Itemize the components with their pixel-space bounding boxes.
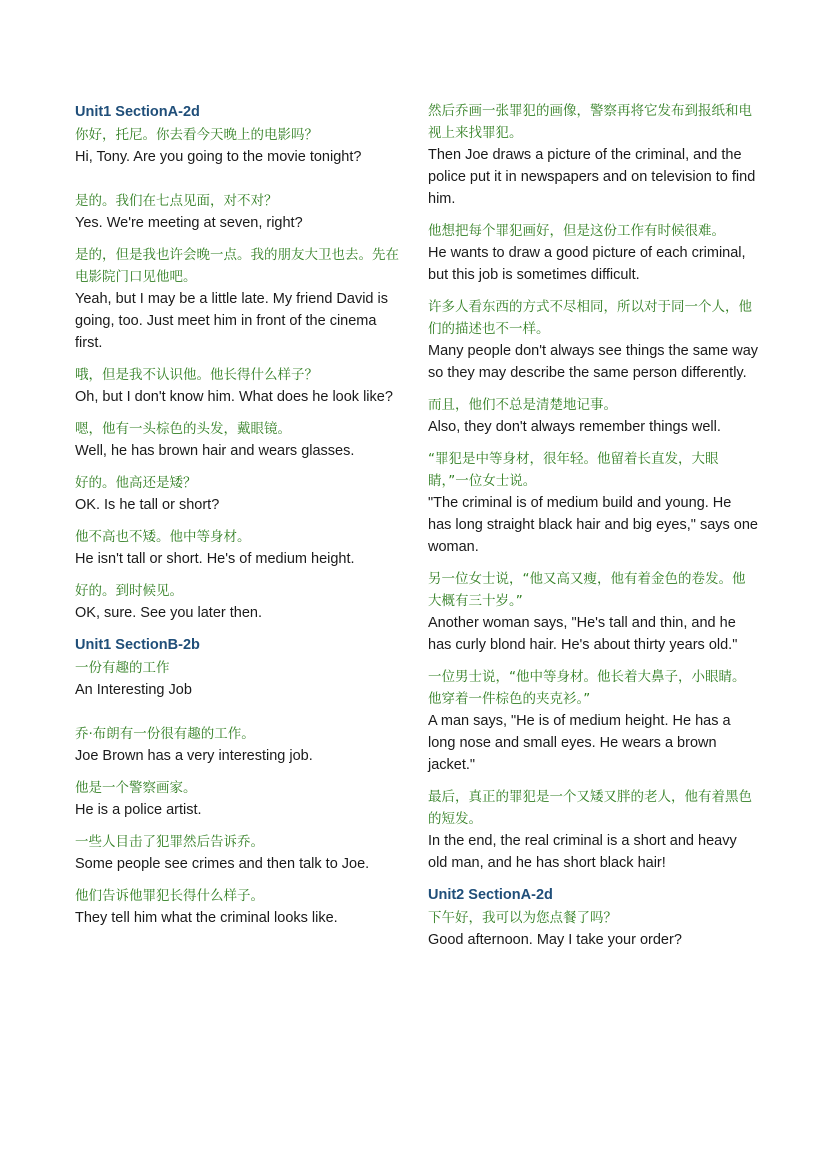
chinese-line: 而且，他们不总是清楚地记事。 <box>428 397 617 413</box>
text-block <box>428 786 758 874</box>
english-line: Another woman says, "He's tall and thin, and he has curly blond hair. He's about thirty years old." <box>428 615 738 653</box>
text-block <box>428 296 758 384</box>
text-block <box>428 100 758 210</box>
english-line: An Interesting Job <box>75 682 192 698</box>
chinese-line: 他不高也不矮。他中等身材。 <box>75 529 251 545</box>
english-line: Well, he has brown hair and wears glasses. <box>75 443 355 459</box>
section-heading-unit1-a2d: Unit1 SectionA-2d <box>75 104 200 120</box>
dialogue-block <box>75 244 405 354</box>
english-line: Hi, Tony. Are you going to the movie tonight? <box>75 149 362 165</box>
english-line: OK, sure. See you later then. <box>75 605 262 621</box>
text-block <box>75 657 405 701</box>
chinese-line: 他们告诉他罪犯长得什么样子。 <box>75 888 264 904</box>
text-block <box>428 448 758 558</box>
section-heading-unit1-b2b: Unit1 SectionB-2b <box>75 637 200 653</box>
english-line: Yes. We're meeting at seven, right? <box>75 215 303 231</box>
chinese-line: 下午好，我可以为您点餐了吗？ <box>428 910 617 926</box>
chinese-line: 一份有趣的工作 <box>75 660 170 676</box>
english-line: He wants to draw a good picture of each criminal, but this job is sometimes difficult. <box>428 245 746 283</box>
chinese-line: 嗯，他有一头棕色的头发，戴眼镜。 <box>75 421 291 437</box>
dialogue-block <box>75 472 405 516</box>
english-line: OK. Is he tall or short? <box>75 497 220 513</box>
chinese-line: 你好，托尼。你去看今天晚上的电影吗？ <box>75 127 318 143</box>
text-block <box>75 885 405 929</box>
chinese-line: 他是一个警察画家。 <box>75 780 197 796</box>
chinese-line: 一些人目击了犯罪然后告诉乔。 <box>75 834 264 850</box>
chinese-line: 哦，但是我不认识他。他长得什么样子？ <box>75 367 318 383</box>
english-line: He isn't tall or short. He's of medium height. <box>75 551 355 567</box>
chinese-line: 乔·布朗有一份很有趣的工作。 <box>75 726 255 742</box>
chinese-line: “罪犯是中等身材，很年轻。他留着长直发，大眼睛，”一位女士说。 <box>428 451 719 489</box>
text-block <box>428 220 758 286</box>
text-block <box>75 831 405 875</box>
english-line: Many people don't always see things the same way so they may describe the same person differently. <box>428 343 759 381</box>
chinese-line: 是的，但是我也许会晚一点。我的朋友大卫也去。先在电影院门口见他吧。 <box>75 247 399 285</box>
dialogue-block <box>75 364 405 408</box>
text-block <box>75 723 405 767</box>
english-line: Yeah, but I may be a little late. My friend David is going, too. Just meet him in front of the cinema first. <box>75 291 388 351</box>
english-line: A man says, "He is of medium height. He has a long nose and small eyes. He wears a brown jacket." <box>428 713 731 773</box>
english-line: They tell him what the criminal looks like. <box>75 910 338 926</box>
chinese-line: 另一位女士说，“他又高又瘦，他有着金色的卷发。他大概有三十岁。” <box>428 571 746 609</box>
english-line: Joe Brown has a very interesting job. <box>75 748 313 764</box>
english-line: Then Joe draws a picture of the criminal, and the police put it in newspapers and on television to find him. <box>428 147 756 207</box>
text-block <box>428 568 758 656</box>
english-line: Good afternoon. May I take your order? <box>428 932 682 948</box>
text-block <box>428 666 758 776</box>
english-line: Some people see crimes and then talk to Joe. <box>75 856 370 872</box>
dialogue-block <box>428 907 758 951</box>
text-block <box>428 394 758 438</box>
chinese-line: 是的。我们在七点见面，对不对？ <box>75 193 278 209</box>
chinese-line: 许多人看东西的方式不尽相同，所以对于同一个人，他们的描述也不一样。 <box>428 299 752 337</box>
section-heading-unit2-a2d: Unit2 SectionA-2d <box>428 887 553 903</box>
text-block <box>75 777 405 821</box>
chinese-line: 最后，真正的罪犯是一个又矮又胖的老人，他有着黑色的短发。 <box>428 789 752 827</box>
chinese-line: 好的。他高还是矮？ <box>75 475 197 491</box>
english-line: "The criminal is of medium build and young. He has long straight black hair and big eyes," says one woman. <box>428 495 758 555</box>
english-line: Oh, but I don't know him. What does he look like? <box>75 389 393 405</box>
english-line: In the end, the real criminal is a short and heavy old man, and he has short black hair! <box>428 833 737 871</box>
english-line: He is a police artist. <box>75 802 202 818</box>
right-column <box>428 100 758 961</box>
chinese-line: 然后乔画一张罪犯的画像，警察再将它发布到报纸和电视上来找罪犯。 <box>428 103 752 141</box>
dialogue-block <box>75 190 405 234</box>
dialogue-block <box>75 418 405 462</box>
dialogue-block <box>75 580 405 624</box>
chinese-line: 好的。到时候见。 <box>75 583 183 599</box>
chinese-line: 一位男士说，“他中等身材。他长着大鼻子，小眼睛。他穿着一件棕色的夹克衫。” <box>428 669 746 707</box>
english-line: Also, they don't always remember things well. <box>428 419 721 435</box>
dialogue-block <box>75 124 405 168</box>
dialogue-block <box>75 526 405 570</box>
left-column <box>75 100 405 939</box>
chinese-line: 他想把每个罪犯画好，但是这份工作有时候很难。 <box>428 223 725 239</box>
